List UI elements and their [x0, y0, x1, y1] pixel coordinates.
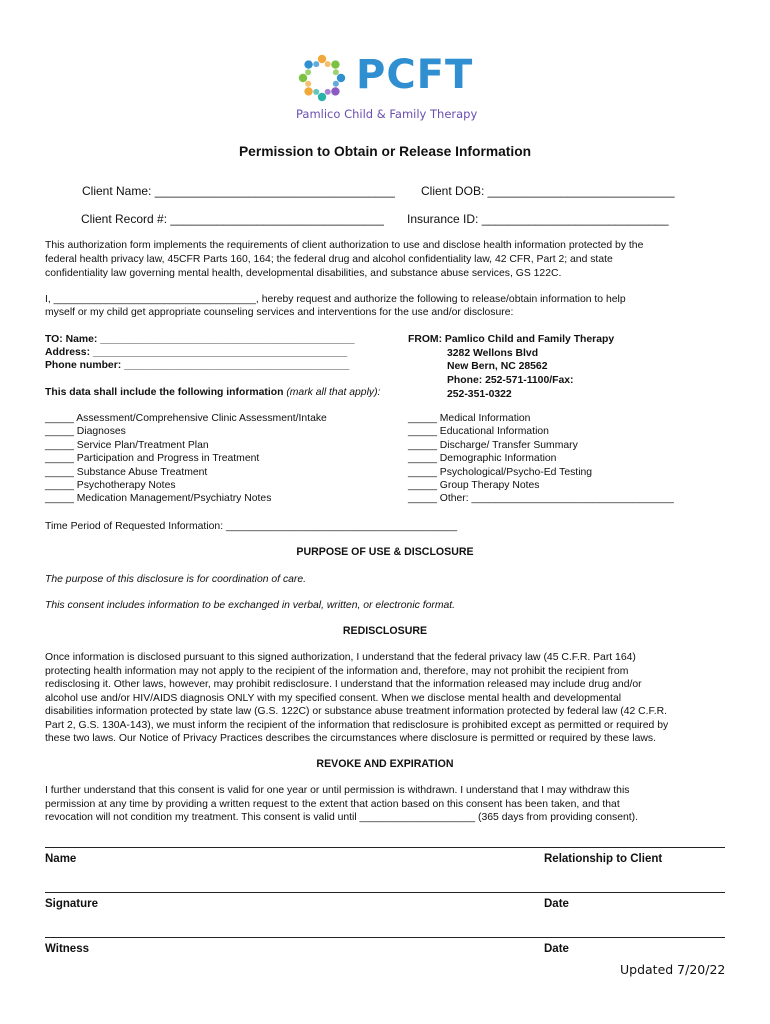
intro-line-3: confidentiality law governing mental health, developmental disabilities, and substance abuse services, GS 122C. — [45, 268, 562, 279]
name-signature-line[interactable] — [45, 847, 725, 848]
updated-date: Updated 7/20/22 — [620, 962, 726, 977]
list-item[interactable]: _____ Other: ___________________________________ — [408, 493, 674, 505]
from-phone-fax: Phone: 252-571-1100/Fax: — [447, 375, 574, 386]
logo-figure-head — [304, 87, 312, 95]
to-name-field[interactable]: TO: Name: ____________________________________________ — [45, 334, 355, 345]
list-item[interactable]: _____ Participation and Progress in Treatment — [45, 453, 260, 465]
list-item[interactable]: _____ Medication Management/Psychiatry Notes — [45, 493, 272, 505]
redisclosure-heading: REDISCLOSURE — [342, 625, 428, 637]
page-title: Permission to Obtain or Release Information — [238, 144, 532, 159]
to-address-field[interactable]: Address: ____________________________________________ — [45, 347, 348, 358]
logo-figure-body — [325, 89, 331, 95]
logo-figure-body — [325, 61, 331, 67]
insurance-id-field[interactable]: Insurance ID: ____________________________ — [407, 212, 669, 226]
purpose-line-1: The purpose of this disclosure is for coordination of care. — [45, 574, 307, 585]
witness-signature-line[interactable] — [45, 937, 725, 938]
redisclosure-line: disabilities information protected by state law (G.S. 122C) or substance abuse treatment information protected by federal law (42 C.F.R. — [45, 706, 668, 717]
list-item[interactable]: _____ Diagnoses — [45, 426, 126, 438]
list-item[interactable]: _____ Service Plan/Treatment Plan — [45, 439, 209, 451]
intro-line-1: This authorization form implements the requirements of client authorization to use and disclose health information protected by the — [45, 240, 644, 251]
revoke-heading: REVOKE AND EXPIRATION — [316, 758, 454, 770]
revoke-line[interactable]: revocation will not condition my treatment. This consent is valid until ____________________ (365 days from providing consent). — [45, 812, 639, 823]
signature-label: Signature — [45, 898, 99, 910]
logo-figure-body — [333, 69, 339, 75]
list-item[interactable]: _____ Group Therapy Notes — [408, 480, 540, 492]
redisclosure-line: these two laws. Our Notice of Privacy Practices describes the circumstances where disclosure is permitted or required by these laws. — [45, 733, 656, 744]
redisclosure-line: redisclosing it. Other laws, however, may prohibit redisclosure. I understand that the information released may include drug and/or — [45, 679, 642, 690]
logo-figure-body — [313, 61, 319, 67]
purpose-heading: PURPOSE OF USE & DISCLOSURE — [296, 546, 474, 558]
revoke-line: I further understand that this consent is valid for one year or until permission is withdrawn. I understand that I may withdraw this — [45, 785, 630, 796]
date-label: Date — [544, 898, 569, 910]
request-line-1[interactable]: I, ___________________________________, hereby request and authorize the following to release/obtain information to help — [45, 294, 626, 305]
witness-date-label: Date — [544, 943, 569, 955]
logo-figure-head — [318, 55, 326, 63]
logo-figure-head — [299, 74, 307, 82]
signature-line[interactable] — [45, 892, 725, 893]
list-item[interactable]: _____ Psychotherapy Notes — [45, 480, 176, 492]
list-item[interactable]: _____ Assessment/Comprehensive Clinic Assessment/Intake — [45, 413, 327, 424]
logo-figure-head — [304, 60, 312, 68]
info-list-right — [408, 412, 674, 506]
logo-subtitle: Pamlico Child & Family Therapy — [296, 107, 478, 121]
logo-figure-body — [333, 81, 339, 87]
redisclosure-line: alcohol use and/or HIV/AIDS diagnosis ONLY with my specified consent. When we disclose mental health and developmental — [45, 693, 622, 704]
logo-figure-body — [305, 81, 311, 87]
redisclosure-line: Once information is disclosed pursuant to this signed authorization, I understand that the federal privacy law (45 C.F.R. Part 164) — [45, 652, 636, 663]
request-line-2: myself or my child get appropriate counseling services and interventions for the use and/or disclosure: — [45, 307, 514, 318]
client-dob-field[interactable]: Client DOB: ____________________________ — [421, 184, 675, 198]
list-item[interactable]: _____ Medical Information — [408, 413, 531, 424]
logo — [294, 50, 484, 125]
purpose-line-2: This consent includes information to be exchanged in verbal, written, or electronic format. — [45, 600, 456, 611]
list-item[interactable]: _____ Psychological/Psycho-Ed Testing — [408, 466, 593, 478]
list-item[interactable]: _____ Substance Abuse Treatment — [45, 466, 208, 478]
redisclosure-line: Part 2, G.S. 130A-143), we must inform the recipient of the information that redisclosure is prohibited except as permitted or required by — [45, 720, 669, 731]
logo-figure-body — [313, 89, 319, 95]
from-fax: 252-351-0322 — [447, 389, 512, 400]
include-label-hint: (mark all that apply): — [286, 387, 381, 398]
pcft-logo-icon — [294, 50, 350, 106]
client-record-field[interactable]: Client Record #: ________________________________ — [81, 212, 384, 226]
info-list-left — [45, 412, 327, 506]
time-period-field[interactable]: Time Period of Requested Information: ________________________________________ — [45, 521, 458, 532]
logo-figure-body — [305, 69, 311, 75]
logo-brand: PCFT — [356, 52, 474, 98]
to-phone-field[interactable]: Phone number: _______________________________________ — [45, 360, 350, 371]
relationship-label: Relationship to Client — [544, 853, 663, 865]
logo-figure-head — [331, 60, 339, 68]
redisclosure-line: protecting health information may not apply to the recipient of the information and, therefore, may not prohibit the recipient from — [45, 666, 629, 677]
revoke-line: permission at any time by providing a written request to the extent that action based on this consent has been taken, and that — [45, 799, 620, 810]
list-item[interactable]: _____ Educational Information — [408, 426, 549, 438]
from-street: 3282 Wellons Blvd — [447, 348, 539, 359]
client-name-field[interactable]: Client Name: ____________________________________ — [82, 184, 395, 198]
from-city: New Bern, NC 28562 — [447, 361, 548, 372]
include-label-text: This data shall include the following information — [45, 387, 284, 398]
list-item[interactable]: _____ Demographic Information — [408, 453, 557, 465]
intro-line-2: federal health privacy law, 45CFR Parts 160, 164; the federal drug and alcohol confidentiality law, 42 CFR, Part 2; and state — [45, 254, 613, 265]
list-item[interactable]: _____ Discharge/ Transfer Summary — [408, 439, 578, 451]
logo-figure-head — [331, 87, 339, 95]
witness-label: Witness — [45, 943, 89, 955]
name-label: Name — [45, 853, 77, 865]
from-label: FROM: Pamlico Child and Family Therapy — [408, 334, 615, 345]
logo-figure-head — [318, 93, 326, 101]
logo-figure-head — [337, 74, 345, 82]
include-label — [45, 386, 380, 399]
